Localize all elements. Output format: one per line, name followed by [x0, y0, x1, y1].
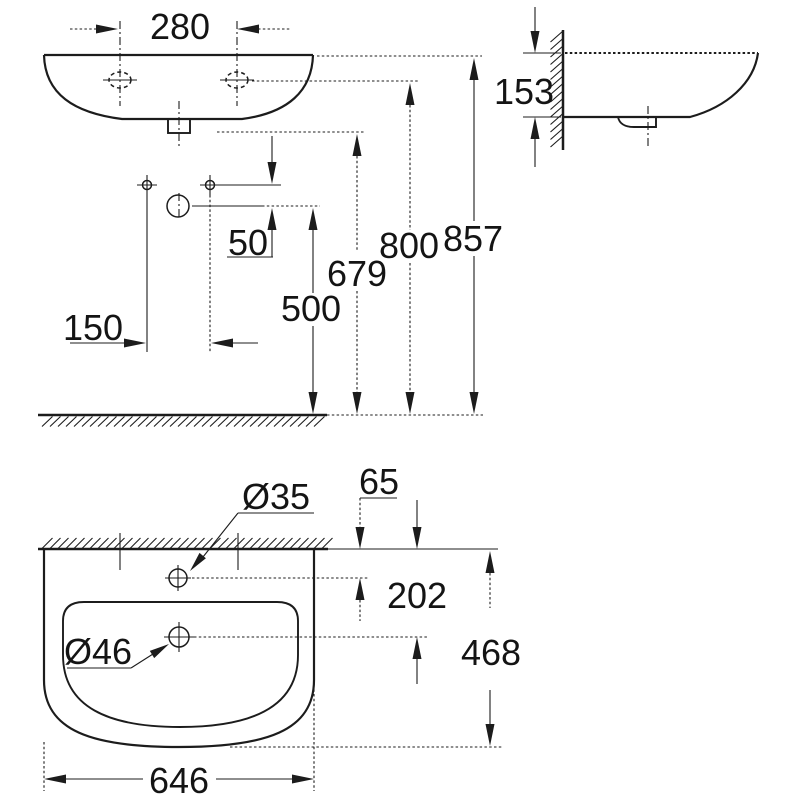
arrowhead	[211, 339, 233, 348]
arrowhead	[44, 775, 66, 784]
side-view	[494, 7, 758, 167]
dim-label-50: 50	[227, 222, 269, 263]
arrowhead	[406, 83, 415, 105]
dimension-202	[387, 500, 447, 684]
arrowhead	[124, 339, 146, 348]
arrowhead	[237, 25, 259, 34]
dimension-679	[327, 134, 387, 414]
wall-hatching-plan	[42, 538, 333, 549]
dim-label-468: 468	[460, 632, 522, 673]
dimension-468	[461, 551, 521, 746]
arrowhead	[268, 162, 277, 184]
tap-hole-front	[167, 195, 189, 217]
arrowhead	[309, 208, 318, 230]
dimension-153	[494, 7, 554, 167]
arrowhead	[531, 31, 540, 53]
dim-label-679: 679	[326, 253, 388, 294]
hole-dia-label-46: Ø46	[63, 631, 133, 672]
plan-view	[38, 461, 521, 800]
arrowhead	[413, 637, 422, 659]
dim-label-857: 857	[442, 218, 504, 259]
dim-label-150: 150	[62, 307, 124, 348]
arrowhead	[96, 25, 118, 34]
dimension-800	[379, 83, 439, 414]
arrowhead	[268, 208, 277, 230]
arrowhead	[309, 392, 318, 414]
dim-label-65: 65	[358, 461, 400, 502]
dim-label-646: 646	[148, 760, 210, 800]
dim-label-800: 800	[378, 225, 440, 266]
label-dia-35	[190, 476, 314, 571]
arrowhead	[470, 392, 479, 414]
arrowhead	[413, 527, 422, 549]
dim-label-153: 153	[493, 71, 555, 112]
arrowhead	[353, 392, 362, 414]
arrowhead	[486, 724, 495, 746]
trap-detail	[618, 117, 656, 127]
leader-arrowhead	[150, 644, 169, 658]
arrowhead	[353, 134, 362, 156]
dimension-50	[227, 136, 277, 263]
hole-dia-label-35: Ø35	[241, 476, 311, 517]
arrowhead	[406, 392, 415, 414]
floor-hatching	[42, 417, 325, 427]
dimension-500	[281, 208, 341, 414]
dim-label-280: 280	[149, 6, 211, 47]
label-dia-46	[64, 631, 169, 672]
basin-front-outline	[44, 55, 313, 119]
dim-label-500: 500	[280, 288, 342, 329]
arrowhead	[486, 551, 495, 573]
dimension-280	[70, 6, 290, 47]
arrowhead	[292, 775, 314, 784]
dimension-150	[63, 307, 258, 348]
arrowhead	[531, 117, 540, 139]
arrowhead	[470, 58, 479, 80]
arrowhead	[356, 527, 365, 549]
basin-side-profile	[563, 53, 758, 117]
arrowhead	[356, 578, 365, 600]
front-view	[38, 6, 503, 427]
dim-label-202: 202	[386, 575, 448, 616]
